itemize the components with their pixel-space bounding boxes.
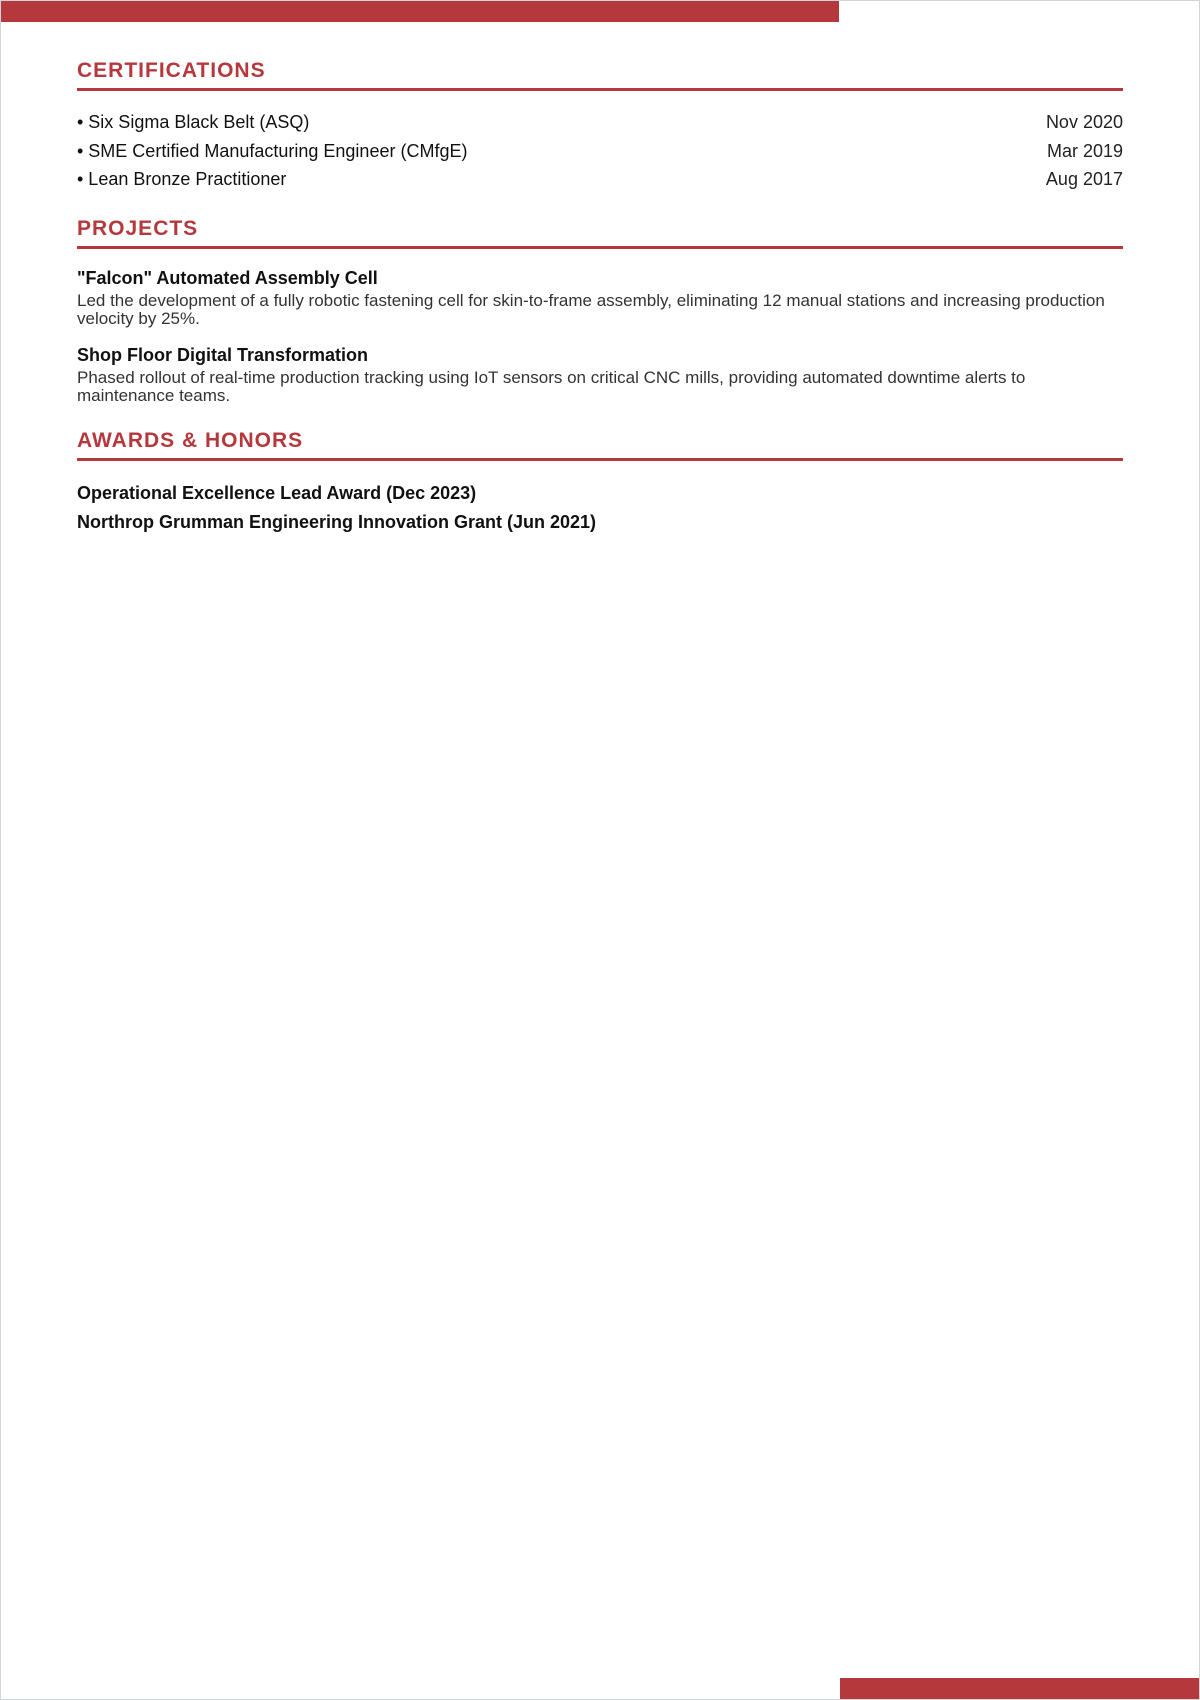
certification-date: Aug 2017: [1045, 169, 1123, 190]
certifications-heading: CERTIFICATIONS: [77, 58, 1123, 91]
project-description: Phased rollout of real-time production tracking using IoT sensors on critical CNC mills, providing automated downtime alerts to maintenance teams.: [77, 367, 1026, 406]
certification-item: [77, 165, 1123, 194]
awards-heading: AWARDS & HONORS: [77, 428, 1123, 461]
certifications-section: [77, 58, 1123, 194]
certification-item: [77, 137, 1123, 166]
project-item: [77, 344, 1123, 406]
awards-list: [77, 479, 1123, 536]
award-item: Northrop Grumman Engineering Innovation Grant (Jun 2021): [77, 511, 597, 532]
project-title: "Falcon" Automated Assembly Cell: [77, 267, 378, 288]
certification-item: [77, 108, 1123, 137]
project-description: Led the development of a fully robotic fastening cell for skin-to-frame assembly, eliminating 12 manual stations and increasing production velocity by 25%.: [77, 290, 1105, 329]
awards-section: [77, 428, 1123, 536]
resume-content: [77, 58, 1123, 558]
top-accent-bar: [1, 1, 839, 22]
certification-name: • Six Sigma Black Belt (ASQ): [77, 112, 310, 133]
certification-date: Nov 2020: [1045, 112, 1123, 133]
bottom-accent-bar: [840, 1678, 1199, 1699]
certifications-list: [77, 108, 1123, 194]
project-title: Shop Floor Digital Transformation: [77, 344, 369, 365]
project-item: [77, 267, 1123, 329]
projects-heading: PROJECTS: [77, 216, 1123, 249]
award-item: Operational Excellence Lead Award (Dec 2023): [77, 483, 477, 504]
projects-section: [77, 216, 1123, 406]
certification-name: • Lean Bronze Practitioner: [77, 169, 287, 190]
projects-list: [77, 267, 1123, 406]
certification-date: Mar 2019: [1046, 140, 1123, 161]
certification-name: • SME Certified Manufacturing Engineer (CMfgE): [77, 140, 468, 161]
